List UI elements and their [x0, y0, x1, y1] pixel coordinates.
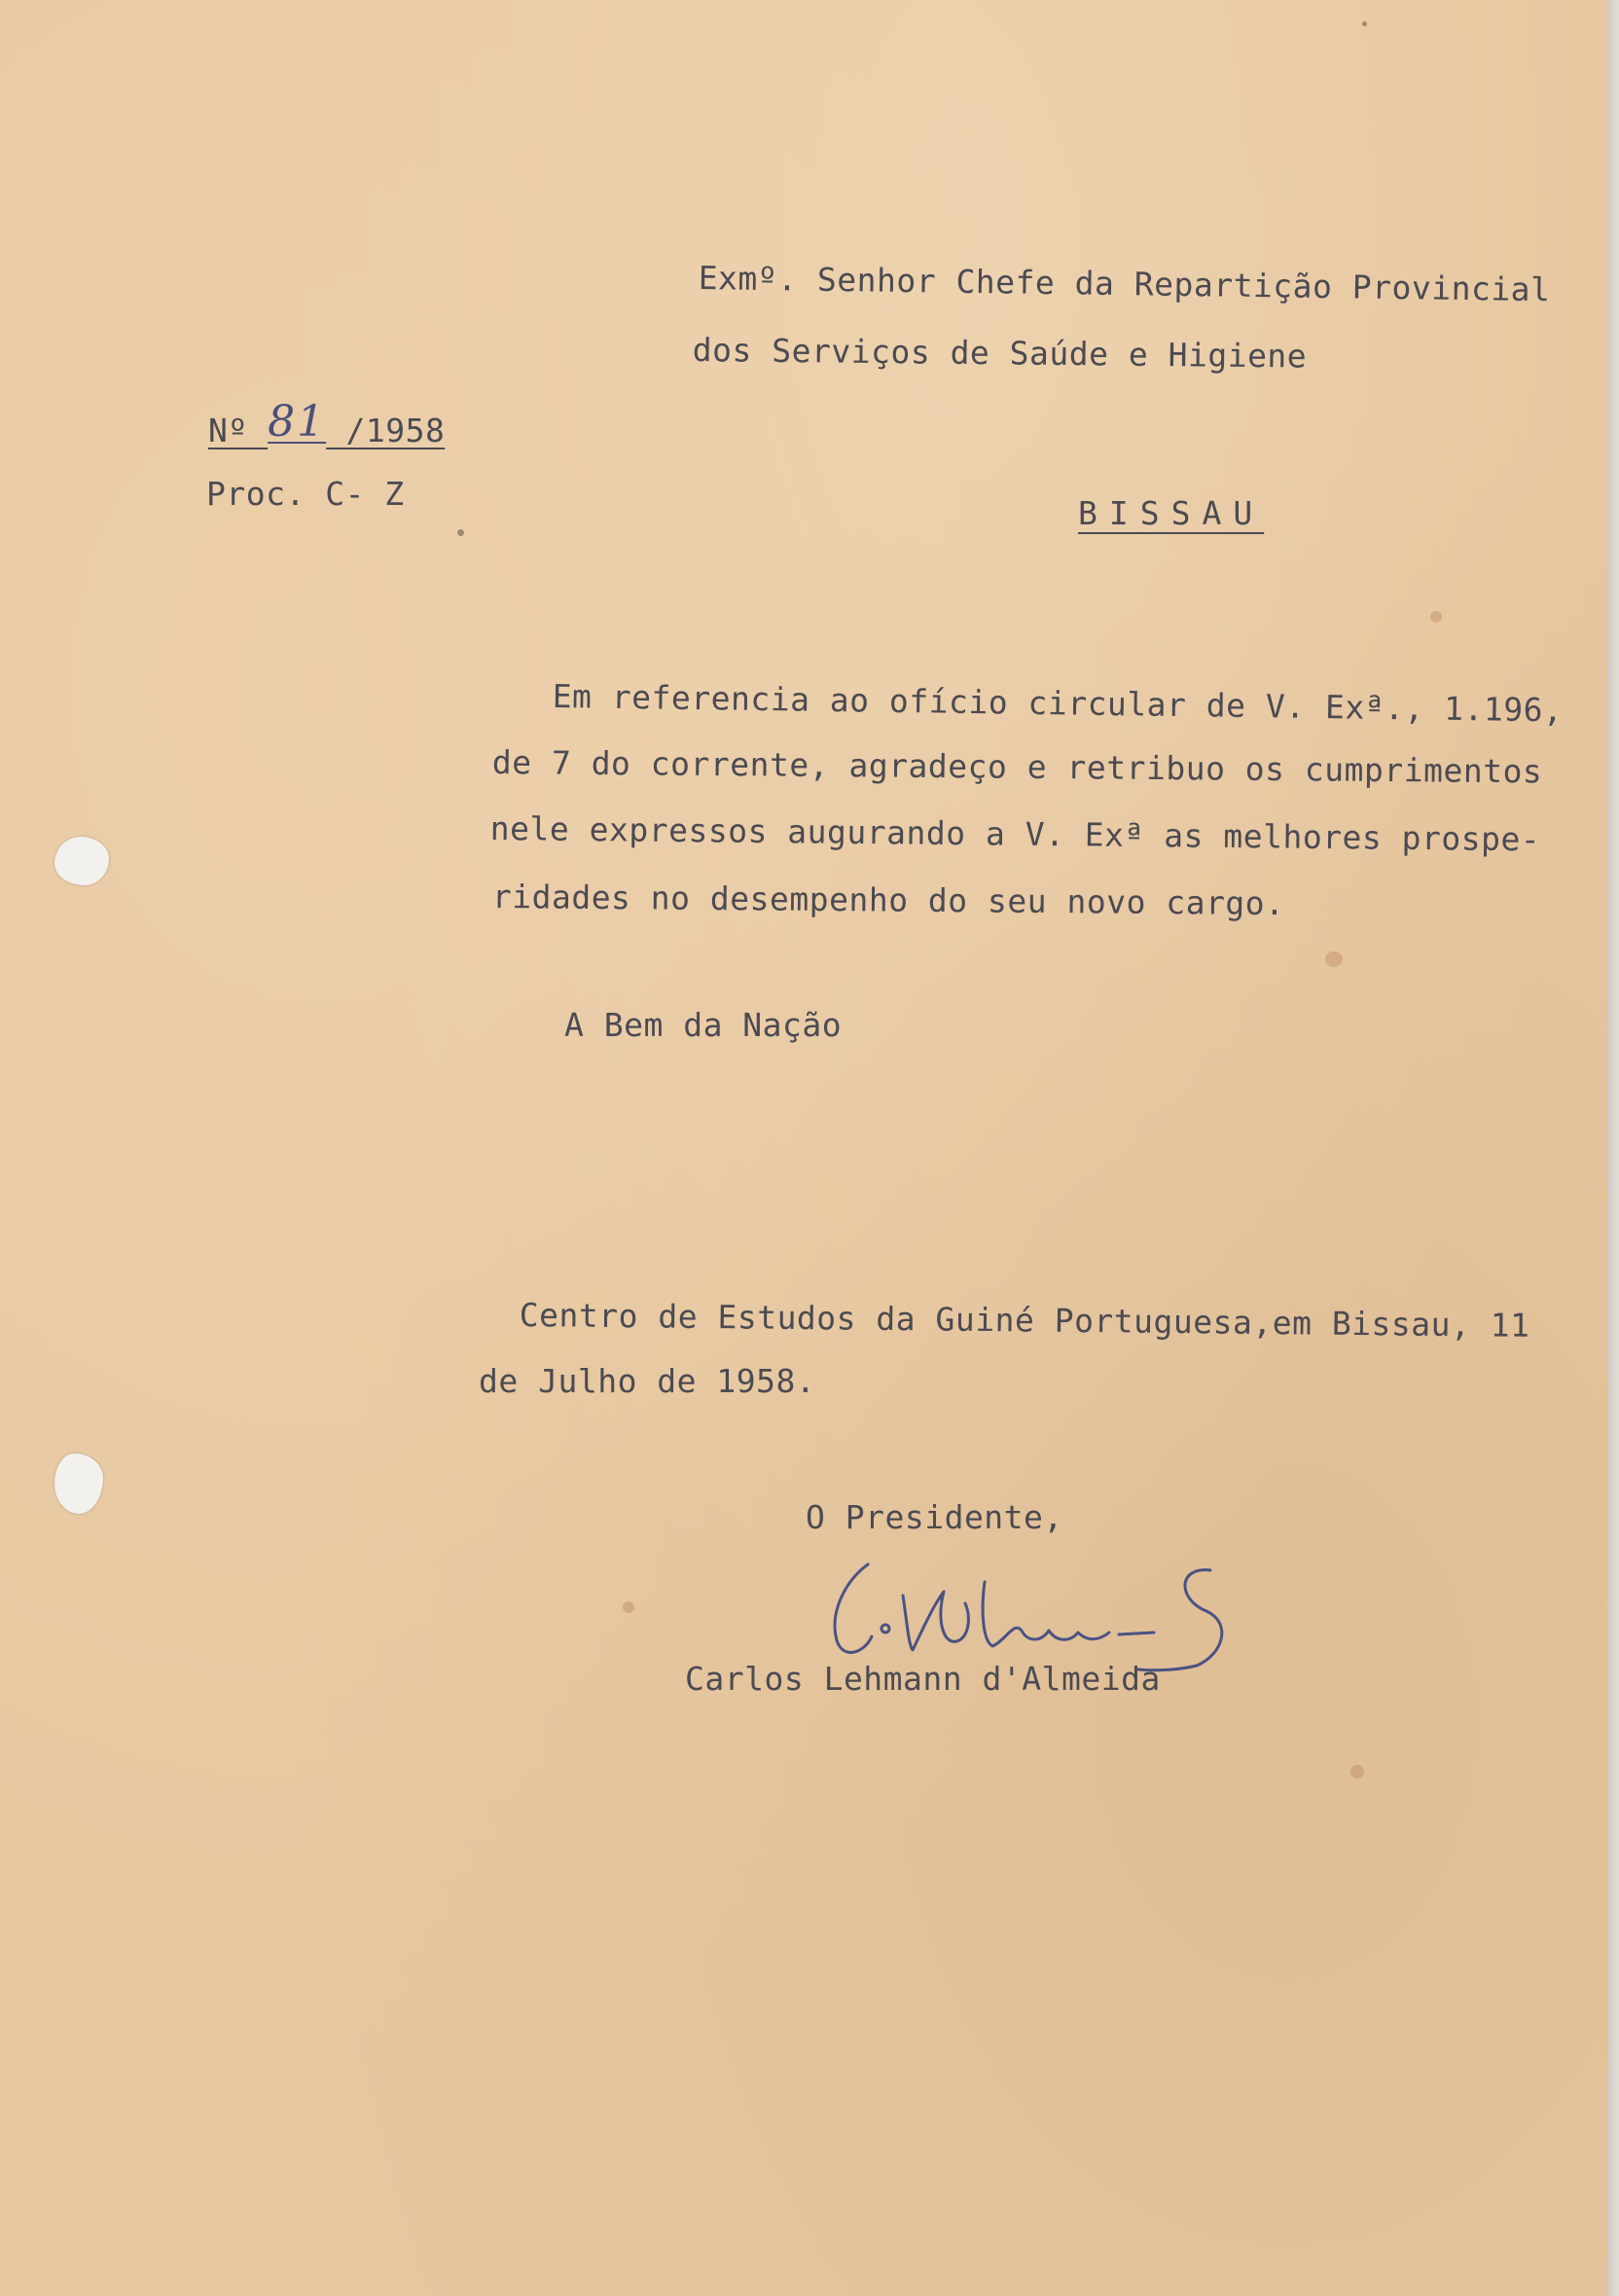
- punch-hole-top: [54, 837, 109, 885]
- body-line-4: ridades no desempenho do seu novo cargo.: [491, 878, 1285, 923]
- punch-hole-bottom: [54, 1453, 103, 1514]
- process-code: Proc. C- Z: [206, 475, 405, 513]
- handwritten-reference-number: 81: [268, 397, 327, 447]
- reference-number: [208, 397, 446, 452]
- paper-speck: [457, 529, 464, 536]
- place-date-line-2: de Julho de 1958.: [479, 1362, 816, 1400]
- signer-name: Carlos Lehmann d'Almeida: [685, 1660, 1161, 1698]
- scan-margin: [1607, 0, 1619, 2296]
- paper-speck: [1362, 21, 1367, 26]
- paper-stain: [1430, 611, 1442, 623]
- closing-salutation: A Bem da Nação: [564, 1006, 843, 1044]
- reference-year: /1958: [326, 412, 446, 449]
- body-line-2: de 7 do corrente, agradeço e retribuo os cumprimentos: [491, 743, 1543, 791]
- signer-role: O Presidente,: [806, 1498, 1063, 1536]
- addressee-line-1: Exmº. Senhor Chefe da Repartição Provincial: [698, 259, 1551, 309]
- paper-stain: [1350, 1765, 1364, 1778]
- destination-city: BISSAU: [1078, 494, 1265, 532]
- place-date-line-1: Centro de Estudos da Guiné Portuguesa,em Bissau, 11: [519, 1296, 1530, 1345]
- body-line-1: Em referencia ao ofício circular de V. Exª., 1.196,: [552, 677, 1564, 730]
- addressee-line-2: dos Serviços de Saúde e Higiene: [692, 331, 1308, 376]
- body-line-3: nele expressos augurando a V. Exª as melhores prospe-: [489, 809, 1541, 859]
- paper-stain: [623, 1601, 634, 1613]
- paper-stain: [1325, 951, 1343, 967]
- reference-prefix: Nº: [208, 412, 269, 449]
